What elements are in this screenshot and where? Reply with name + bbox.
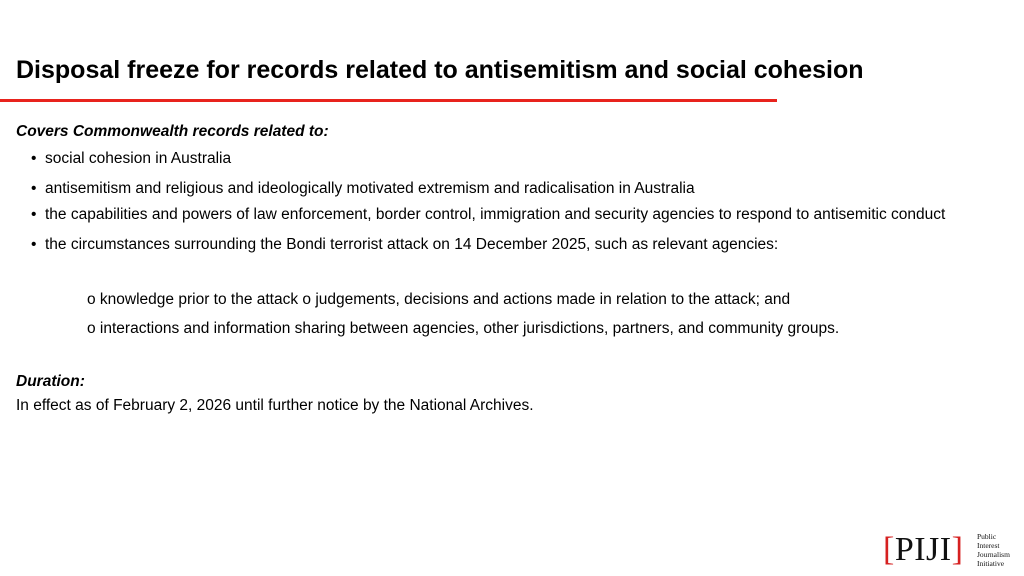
list-item	[0, 234, 1000, 256]
bullet-icon: •	[31, 150, 37, 167]
list-item-text: antisemitism and religious and ideologically motivated extremism and radicalisation in Australia	[45, 180, 695, 197]
logo-bracket-close: ]	[951, 531, 964, 568]
sub-list-item: o interactions and information sharing between agencies, other jurisdictions, partners, and community groups.	[87, 320, 840, 337]
logo-wordmark	[883, 530, 963, 570]
logo-tagline-line: Interest	[977, 541, 1000, 550]
covers-list	[0, 148, 1000, 264]
logo-tagline-line: Initiative	[977, 559, 1005, 568]
duration-text: In effect as of February 2, 2026 until further notice by the National Archives.	[16, 397, 534, 414]
bullet-icon: •	[31, 206, 37, 223]
piji-logo	[883, 530, 1023, 570]
bullet-icon: •	[31, 236, 37, 253]
covers-heading: Covers Commonwealth records related to:	[16, 123, 329, 140]
list-item	[0, 204, 1000, 226]
list-item	[0, 148, 1000, 170]
logo-bracket-open: [	[883, 531, 895, 568]
list-item-text: the circumstances surrounding the Bondi terrorist attack on 14 December 2025, such as relevant agencies:	[45, 236, 779, 253]
bullet-icon: •	[31, 180, 37, 197]
duration-heading: Duration:	[16, 373, 85, 390]
logo-tagline	[977, 532, 1021, 568]
page-title: Disposal freeze for records related to antisemitism and social cohesion	[16, 56, 864, 84]
list-item	[0, 178, 1000, 200]
list-item-text: the capabilities and powers of law enforcement, border control, immigration and security agencies to respond to antisemitic conduct	[45, 206, 946, 223]
logo-tagline-line: Public	[977, 532, 997, 541]
agency-sub-list	[0, 289, 839, 347]
logo-tagline-line: Journalism	[977, 550, 1010, 559]
title-underline	[0, 99, 777, 102]
list-item-text: social cohesion in Australia	[45, 150, 232, 167]
sub-list-item: o knowledge prior to the attack o judgements, decisions and actions made in relation to the attack; and	[87, 291, 791, 308]
logo-letters: PIJI	[894, 531, 952, 568]
